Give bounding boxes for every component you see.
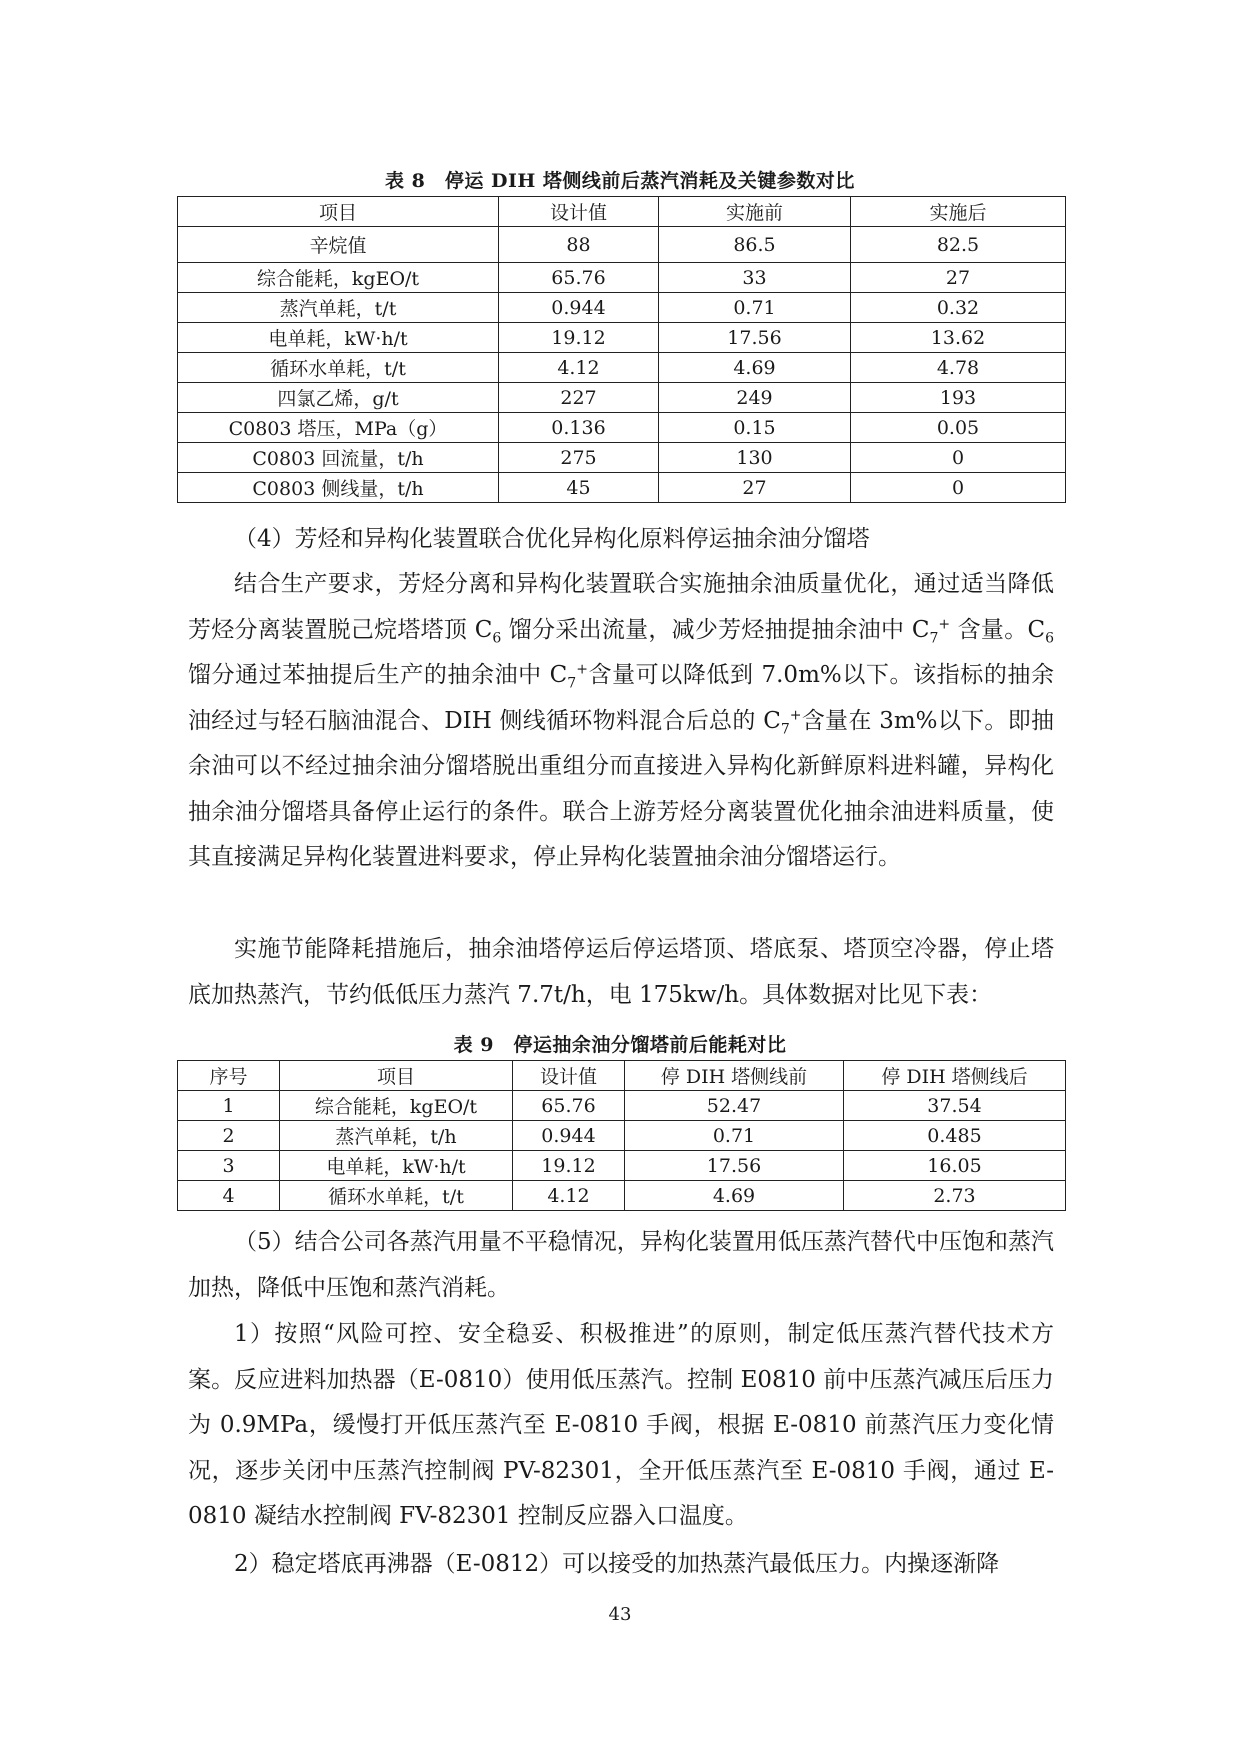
header-cell: 停 DIH 塔侧线前 [625,1061,844,1091]
table-row [178,1121,1066,1151]
page-number: 43 [608,1604,632,1625]
table-row [178,293,1066,323]
table-cell: 45 [499,473,659,503]
table-cell: 249 [659,383,851,413]
table-cell: 循环水单耗，t/t [178,353,499,383]
table-cell: 65.76 [499,263,659,293]
table-cell: 0.71 [659,293,851,323]
table-cell: 82.5 [851,227,1066,263]
table-row [178,263,1066,293]
table-row [178,443,1066,473]
table-cell: 88 [499,227,659,263]
table-cell: 13.62 [851,323,1066,353]
table-cell: 16.05 [844,1151,1066,1181]
table-cell: 蒸汽单耗，t/t [178,293,499,323]
table-row [178,1151,1066,1181]
table-cell: 蒸汽单耗，t/h [280,1121,513,1151]
header-cell: 实施后 [851,197,1066,227]
section5-item-1: 1）按照“风险可控、安全稳妥、积极推进”的原则，制定低压蒸汽替代技术方案。反应进料加热器（E-0810）使用低压蒸汽。控制 E0810 前中压蒸汽减压后压力为 0.9MPa，缓慢打开低压蒸汽至 E-0810 手阀，根据 E-0810 前蒸汽压力变化情况，逐步关闭中压蒸汽控制阀 PV-82301，全开低压蒸汽至 E-0810 手阀，通过 E-0810 凝结水控制阀 FV-82301 控制反应器入口温度。 [188,1321,1054,1529]
table-cell: 0.136 [499,413,659,443]
table8 [177,196,1066,503]
table-cell: 综合能耗，kgEO/t [178,263,499,293]
table-cell: 0.485 [844,1121,1066,1151]
table-cell: 37.54 [844,1091,1066,1121]
section4-heading: （4）芳烃和异构化装置联合优化异构化原料停运抽余油分馏塔 [234,526,870,552]
table-header-row [178,197,1066,227]
header-cell: 设计值 [513,1061,625,1091]
table-cell: 17.56 [659,323,851,353]
section4-paragraph: 结合生产要求，芳烃分离和异构化装置联合实施抽余油质量优化，通过适当降低芳烃分离装置脱己烷塔塔顶 $C_6$ 馏分采出流量，减少芳烃抽提抽余油中 $C_7^+$ 含量。$C_6$ 馏分通过苯抽提后生产的抽余油中 $C_7^+$含量可以降低到 7.0m%以下。该指标的抽余油经过与轻石脑油混合、DIH 侧线循环物料混合后总的 $C_7^+$含量在 3m%以下。即抽余油可以不经过抽余油分馏塔脱出重组分而直接进入异构化新鲜原料进料罐，异构化抽余油分馏塔具备停止运行的条件。联合上游芳烃分离装置优化抽余油进料质量，使其直接满足异构化装置进料要求，停止异构化装置抽余油分馏塔运行。 [188,571,1054,870]
table9-caption: 表 9 停运抽余油分馏塔前后能耗对比 [453,1034,787,1056]
table-cell: 19.12 [499,323,659,353]
table-row [178,473,1066,503]
table-cell: 4.12 [513,1181,625,1211]
table8-caption: 表 8 停运 DIH 塔侧线前后蒸汽消耗及关键参数对比 [385,170,855,192]
table-cell: 4.78 [851,353,1066,383]
header-cell: 项目 [178,197,499,227]
table-cell: 65.76 [513,1091,625,1121]
header-cell: 项目 [280,1061,513,1091]
table-cell: 2 [178,1121,280,1151]
table-cell: 227 [499,383,659,413]
section5-heading: （5）结合公司各蒸汽用量不平稳情况，异构化装置用低压蒸汽替代中压饱和蒸汽加热，降低中压饱和蒸汽消耗。 [188,1229,1054,1301]
table-row [178,1091,1066,1121]
table-cell: 电单耗，kW·h/t [178,323,499,353]
table-cell: 0 [851,443,1066,473]
table-cell: 0.15 [659,413,851,443]
table-cell: 275 [499,443,659,473]
table-row [178,353,1066,383]
table9 [177,1060,1066,1211]
table-cell: 电单耗，kW·h/t [280,1151,513,1181]
table-row [178,323,1066,353]
table-cell: 4.69 [625,1181,844,1211]
table-cell: 33 [659,263,851,293]
table-cell: 4 [178,1181,280,1211]
table-cell: 四氯乙烯，g/t [178,383,499,413]
table-cell: 193 [851,383,1066,413]
table-cell: 52.47 [625,1091,844,1121]
table-cell: 17.56 [625,1151,844,1181]
table-cell: C0803 侧线量，t/h [178,473,499,503]
table-cell: 1 [178,1091,280,1121]
table-cell: 0.944 [499,293,659,323]
table-cell: 2.73 [844,1181,1066,1211]
table-row [178,227,1066,263]
table-cell: 130 [659,443,851,473]
table-cell: 0.944 [513,1121,625,1151]
header-cell: 实施前 [659,197,851,227]
table-row [178,413,1066,443]
table-row [178,383,1066,413]
table-cell: 循环水单耗，t/t [280,1181,513,1211]
table-cell: 19.12 [513,1151,625,1181]
table-cell: 3 [178,1151,280,1181]
table-cell: 0 [851,473,1066,503]
table-cell: 辛烷值 [178,227,499,263]
table-cell: C0803 回流量，t/h [178,443,499,473]
table-cell: 4.69 [659,353,851,383]
section5-item-2: 2）稳定塔底再沸器（E-0812）可以接受的加热蒸汽最低压力。内操逐渐降 [234,1551,1000,1577]
header-cell: 序号 [178,1061,280,1091]
table-cell: 0.32 [851,293,1066,323]
table-cell: 0.71 [625,1121,844,1151]
header-cell: 设计值 [499,197,659,227]
header-cell: 停 DIH 塔侧线后 [844,1061,1066,1091]
table-cell: 86.5 [659,227,851,263]
table-cell: 27 [851,263,1066,293]
table-cell: 0.05 [851,413,1066,443]
table-row [178,1181,1066,1211]
table-cell: C0803 塔压，MPa（g） [178,413,499,443]
section4-paragraph-2: 实施节能降耗措施后，抽余油塔停运后停运塔顶、塔底泵、塔顶空冷器，停止塔底加热蒸汽，节约低低压力蒸汽 7.7t/h，电 175kw/h。具体数据对比见下表： [188,936,1054,1008]
table-cell: 27 [659,473,851,503]
table-cell: 综合能耗，kgEO/t [280,1091,513,1121]
table-cell: 4.12 [499,353,659,383]
table-header-row [178,1061,1066,1091]
